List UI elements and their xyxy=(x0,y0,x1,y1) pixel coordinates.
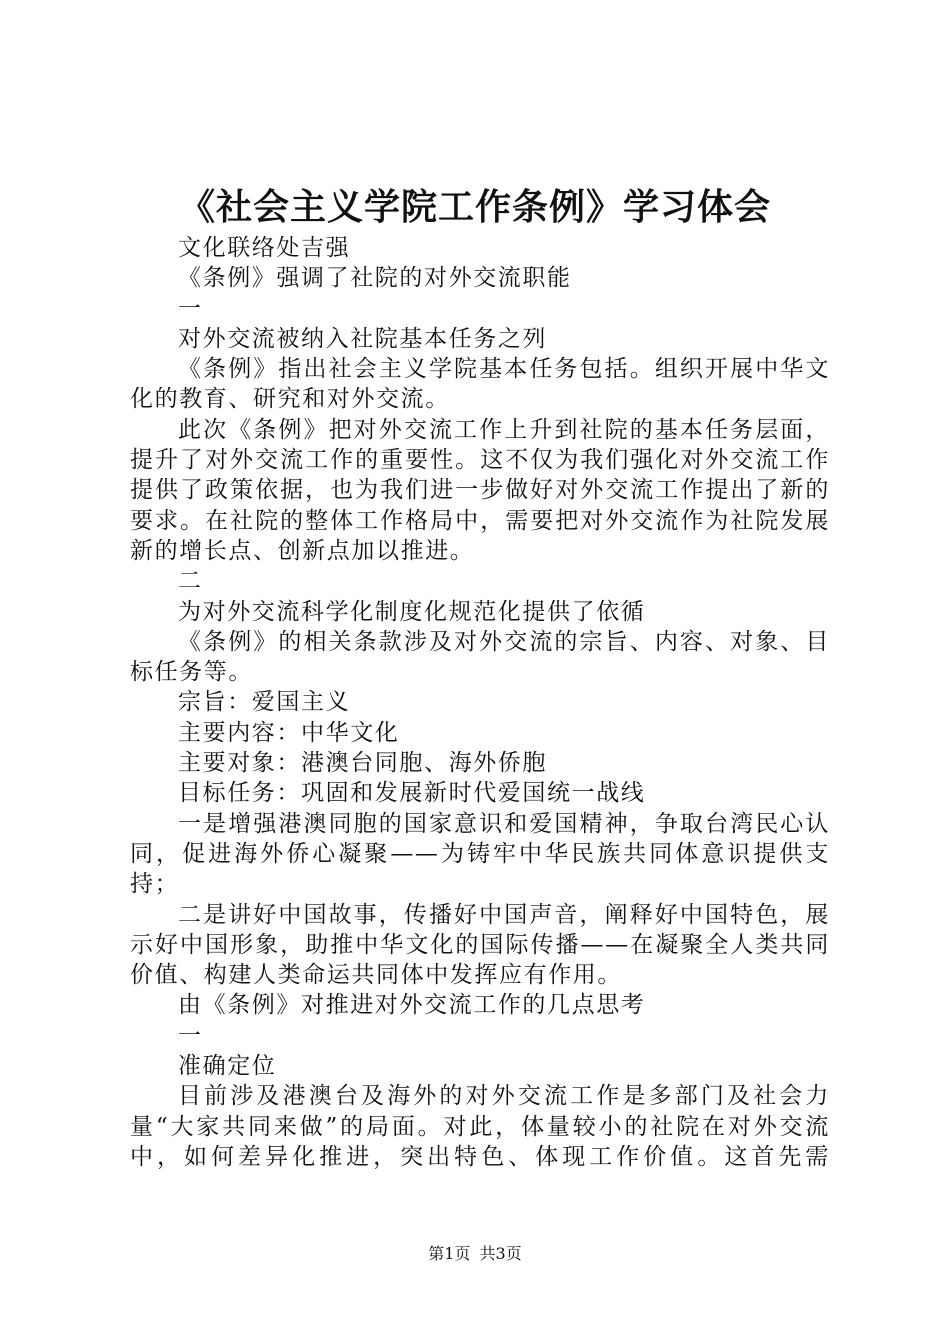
subsection-heading: 为对外交流科学化制度化规范化提供了依循 xyxy=(178,598,646,625)
author-line: 文化联络处吉强 xyxy=(178,235,351,261)
section-number: 一 xyxy=(178,1022,203,1049)
paragraph: 《条例》的相关条款涉及对外交流的宗旨、内容、对象、目标任务等。 xyxy=(130,628,830,686)
section-number: 一 xyxy=(178,295,203,322)
page-footer: 第1页 共3页 xyxy=(428,1244,522,1263)
list-item: 目标任务：巩固和发展新时代爱国统一战线 xyxy=(178,780,646,807)
paragraph: 此次《条例》把对外交流工作上升到社院的基本任务层面，提升了对外交流工作的重要性。这不仅为我们强化对外交流工作提供了政策依据，也为我们进一步做好对外交流工作提出了新的要求。在社院的整体工作格局中，需要把对外交流作为社院发展新的增长点、创新点加以推进。 xyxy=(130,416,830,564)
subsection-heading: 对外交流被纳入社院基本任务之列 xyxy=(178,325,547,352)
section-heading: 由《条例》对推进对外交流工作的几点思考 xyxy=(178,992,646,1019)
list-item: 主要对象：港澳台同胞、海外侨胞 xyxy=(178,750,547,777)
paragraph: 二是讲好中国故事，传播好中国声音，阐释好中国特色，展示好中国形象，助推中华文化的国际传播——在凝聚全人类共同价值、构建人类命运共同体中发挥应有作用。 xyxy=(130,901,830,989)
list-item: 宗旨：爱国主义 xyxy=(178,689,351,716)
paragraph: 《条例》指出社会主义学院基本任务包括。组织开展中华文化的教育、研究和对外交流。 xyxy=(130,356,830,413)
section-number: 二 xyxy=(178,568,203,595)
paragraph: 一是增强港澳同胞的国家意识和爱国精神，争取台湾民心认同，促进海外侨心凝聚——为铸牢中华民族共同体意识提供支持； xyxy=(130,810,830,898)
subsection-heading: 准确定位 xyxy=(178,1053,277,1080)
document-title: 《社会主义学院工作条例》学习体会 xyxy=(178,187,771,228)
list-item: 主要内容：中华文化 xyxy=(178,719,400,746)
section-heading: 《条例》强调了社院的对外交流职能 xyxy=(178,265,572,292)
document-body xyxy=(130,233,830,1172)
paragraph: 目前涉及港澳台及海外的对外交流工作是多部门及社会力量“大家共同来做”的局面。对此，体量较小的社院在对外交流中，如何差异化推进，突出特色、体现工作价值。这首先需 xyxy=(130,1083,830,1170)
